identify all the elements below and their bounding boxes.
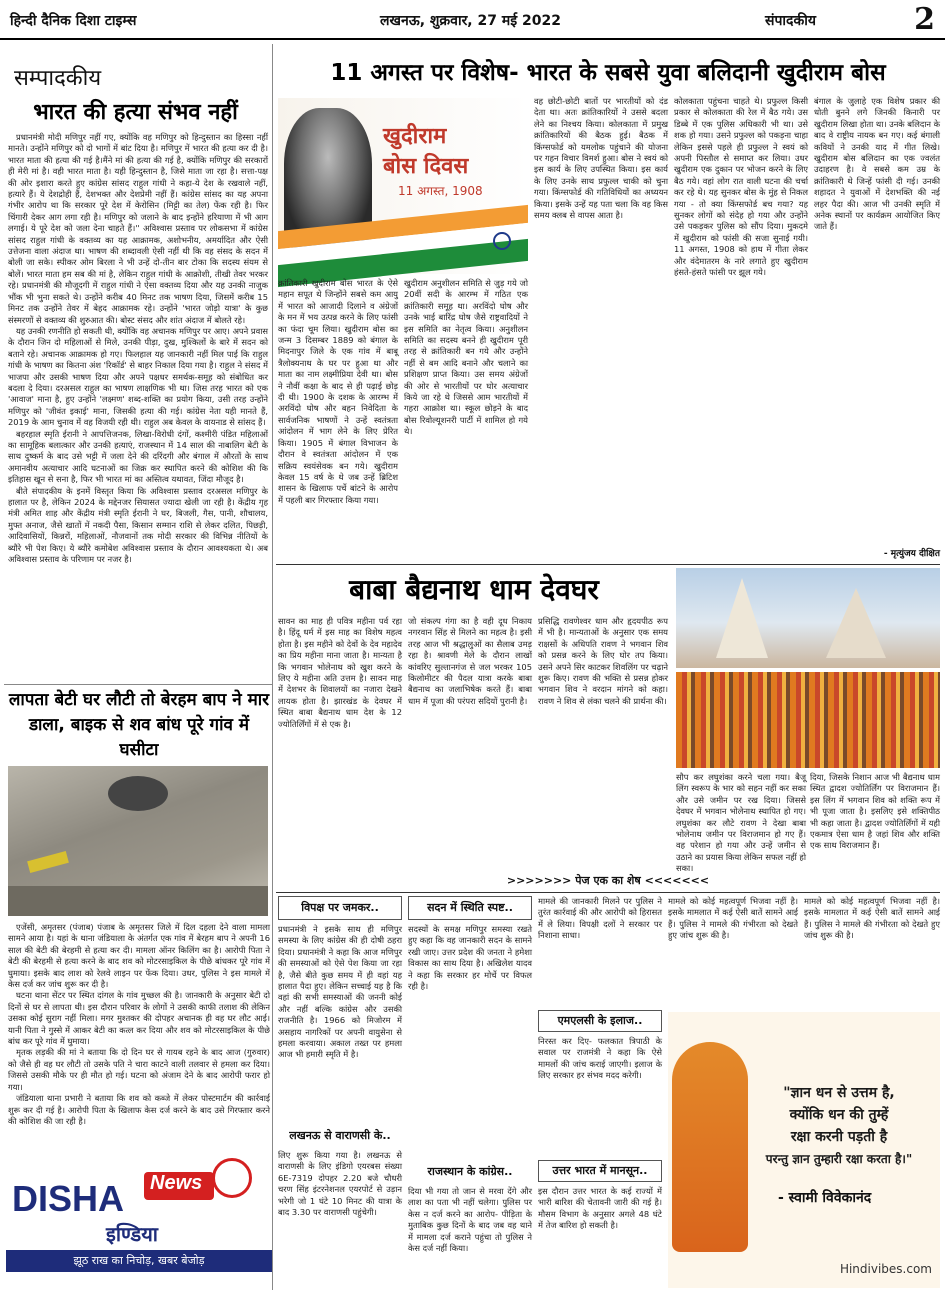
quote-line: "ज्ञान धन से उत्तम है,: [783, 1085, 895, 1101]
khudiram-byline: - मृत्युंजय दीक्षित: [883, 549, 940, 559]
baidyanath-col2: जो संकल्प गंगा का है वही दूध निकाय नगरवान सिंह से मिलने का महत्व है। इसी तरह आज भी श्रद्धालुओं का सैलाब उमड़ रहा है। श्रावणी मेले के दौरान लाखों कांवरिए सुल्तानगंज से जल भरकर 105 किलोमीटर की पैदल यात्रा करके बाबा बैद्यनाथ का जलाभिषेक करते हैं। बाबा धाम में पूजा की परंपरा सदियों पुरानी है।: [408, 616, 532, 706]
khudiram-col3: वह छोटी-छोटी बातों पर भारतीयों को दंड देता था। अतः क्रांतिकारियों ने उससे बदला लेने का निश्चय किया। कोलकाता में प्रमुख क्रांतिकारियों की बैठक हुई। बैठक में किंग्सफोर्ड को यमलोक पहुंचाने की योजना पर गहन विचार विमर्श हुआ। बोस ने स्वयं को इस कार्य के लिए उपस्थित किया। इस कार्य के लिए उनके साथ प्रफुल्ल चाकी को चुना गया। किंग्सफोर्ड की गतिविधियों का अध्ययन किया। इसके उन्हें यह पता चला कि वह किस समय क्लब से वापस आता है।: [534, 96, 668, 221]
divider: [276, 892, 940, 893]
baidyanath-col4: सौप कर लघुशंका करने चला गया। बैजू लिंग स्वरूप के भार को सहन नहीं कर सका और उसे जमीन पर रख दिया। जिससे देवघर में भगवान भोलेनाथ स्थापित हो गए। लघुशंका कर लौटे रावण ने देखा बाबा भोलेनाथ जमीन पर विराजमान हो गए हैं। वह परेशान हो गया और उन्हें जमीन से उठाने का प्रयास किया लेकिन सफल नहीं हो सका।: [676, 772, 806, 874]
khudiram-col5: बंगाल के जुलाहे एक विशेष प्रकार की धोती बुनने लगे जिनकी किनारी पर खुदीराम लिखा होता था। उनके बलिदान के बाद वे राष्ट्रीय नायक बन गए। कई बंगाली कवियों ने उनकी याद में गीत लिखे। खुदीराम बोस बलिदान का एक ज्वलंत उदाहरण है। वे सबसे कम उम्र के क्रांतिकारी थे जिन्हें फांसी दी गई। उनकी शहादत ने युवाओं में देशभक्ति की नई लहर पैदा की। आज भी उनकी स्मृति में अनेक स्थानों पर कार्यक्रम आयोजित किए जाते हैं।: [814, 96, 940, 232]
temple-spire: [716, 578, 768, 658]
temple-photo: [676, 568, 940, 668]
quote-line: रक्षा करनी पड़ती है: [790, 1129, 888, 1145]
lapata-para: मृतक लड़की की मां ने बताया कि दो दिन घर से गायब रहने के बाद आज (गुरुवार) को जैसे ही वह घर लौटी तो उसके पति ने चारा काटने वाली तलवार से हमला कर दिया। जिससे उसकी मौके पर ही मौत हो गई। घटना को अंजाम देने के बाद आरोपी फरार हो गया।: [8, 1047, 270, 1092]
lapata-body: [8, 922, 270, 1144]
globe-icon: [212, 1158, 252, 1198]
raj-heading: राजस्थान के कांग्रेस..: [427, 1165, 513, 1178]
logo-brand: DISHA: [12, 1178, 125, 1219]
quote-author: - स्वामी विवेकानंद: [778, 1190, 872, 1206]
ems-body: निरस्त कर दिए- फलकात त्रिपाठी के सवाल पर राजमंत्री ने कहा कि ऐसे मामलों की जांच कराई जाएगी। इलाज के लिए सरकार हर संभव मदद करेगी।: [538, 1036, 662, 1081]
editorial-para: बीते संपादकीय के इनमें विस्तृत किया कि अविश्वास प्रस्ताव दरअसल मणिपुर के हालात पर है, लेकिन 2024 के मद्देनजर सियासत ज्यादा खेली जा रही है। केंद्रीय गृह मंत्री अमित शाह और केंद्रीय मंत्री स्मृति ईरानी ने घर, बिजली, गैस, पानी, शौचालय, मुफ्त अनाज, जैसे खातों में नकदी पैसा, किसान सम्मान राशि से लेकर दलित, पिछड़ी, आदिवासियों, किन्नरों, महिलाओं, नौजवानों तक मोदी सरकार की विभिन्न नीतियों के ब्यौरे भी पेश किए। ये ब्यौरे कमोबेश अविश्वास प्रस्ताव के दौरान आवश्यकता थे। अब अविश्वास प्रस्ताव के परिणाम पर नजर है।: [8, 485, 268, 565]
section-name: संपादकीय: [765, 13, 816, 29]
masthead: [0, 0, 945, 40]
poster-line2: बोस दिवस: [383, 154, 469, 179]
khudiram-col2: खुदीराम अनुशीलन समिति से जुड़ गये जो 20वीं सदी के आरम्भ में गठित एक क्रांतिकारी समूह था। अरविंदो घोष और उनके भाई बारिंद्र घोष जैसे राष्ट्रवादियों ने इस समिति का नेतृत्व किया। अनुशीलन समिति का सदस्य बनने ही खुदीराम पूरी तरह से क्रांतिकारी बन गये और उन्होंने नहीं से बम आदि बनाने और चलाने का प्रशिक्षण प्राप्त किया। उस समय अंग्रेजों की ओर से भारतीयों पर घोर अत्याचार किये जा रहे थे जिससे आम भारतीयों में गहरा आक्रोश था। स्कूल छोड़ने के बाद बोस रिवोल्यूशनरी पार्टी में शामिल हो गये थे।: [404, 278, 528, 437]
quote-text: [740, 1082, 938, 1170]
quote-line: परन्तु ज्ञान तुम्हारी रक्षा करता है।": [765, 1152, 913, 1166]
logo-tagline: झूठ राख का निचोड़, खबर बेजोड़: [6, 1250, 272, 1272]
editorial-label: सम्पादकीय: [14, 66, 102, 91]
bike-shape: [108, 776, 168, 811]
vipaksh-heading: विपक्ष पर जमकर..: [278, 896, 402, 920]
page-number: 2: [914, 2, 935, 37]
editorial-title: भारत की हत्या संभव नहीं: [33, 100, 238, 125]
quote-line: क्योंकि धन की तुम्हें: [789, 1107, 889, 1123]
shesh-col4: मामले को कोई महत्वपूर्ण भिजवा नहीं है। इसके मामलात में कई ऐसी बातें सामने आई हैं। पुलिस ने मामले की गंभीरता को देखते हुए जांच शुरू की है।: [668, 896, 798, 941]
ems-heading: एमएलसी के इलाज..: [538, 1010, 662, 1032]
logo-region: इण्डिया: [106, 1222, 158, 1246]
poster-line1: खुदीराम: [383, 124, 447, 149]
editorial-para: यह उनकी रणनीति हो सकती थी, क्योंकि वह अचानक मणिपुर पर आए। अपने प्रवास के दौरान जिन दो महिलाओं से मिले, उनकी पीड़ा, दुख, मुश्किलों के बारे में सदन को बताने रहे। अचानक आक्रामक हो गए। फिलहाल यह जानकारी नहीं मिल पाई कि राहुल गांधी के भाषण का कितना अंश 'रिकॉर्ड' से बाहर निकाल दिया गया है। राहुल ने संसद में भाजपा और उसकी भाषण दिया और अपने पक्षधर समर्थक-समूह को संबोधित कर बदला दे दिया। दरअसल राहुल का भाषण लाक्षणिक भी था। जिस तरह भारत को एक 'आवाज' माना है, हुए उन्होंने 'लक्ष्मण' शब्द-शक्ति का प्रयोग किया, उसी तरह उन्होंने मणिपुर को 'जीवंत इकाई' माना, जिसकी हत्या की गई। कांग्रेस नेता यही मानते हैं, 2019 के आम चुनाव में वह विजयी रही थी। राहुल अब केवल के वायनाड से सांसद हैं।: [8, 325, 268, 428]
raj-body: दिया भी गया तो जान से मरवा देंगे और लाश का पता भी नहीं चलेगा। पुलिस पर केस न दर्ज करने का आरोप- पीड़िता के मुताबिक कुछ दिनों के बाद जब वह थाने में मामला दर्ज कराने पहुंचा तो पुलिस ने केस दर्ज नहीं किया।: [408, 1186, 532, 1254]
lapata-para: जंडियाला थाना प्रभारी ने बताया कि शव को कब्जे में लेकर पोस्टमार्टम की कार्रवाई शुरू कर दी गई है। आरोपी पिता के खिलाफ केस दर्ज करने के बाद उसे गिरफ्तार करने की कोशिश की जा रही है।: [8, 1093, 270, 1126]
vipaksh-body: प्रधानमंत्री ने इसके साथ ही मणिपुर समस्या के लिए कांग्रेस की ही दोषी ठहरा दिया। प्रधानमंत्री ने कहा कि आज मणिपुर की समस्याओं को ऐसे पेश किया जा रहा है, जैसे बीते कुछ समय में ही वहां यह हालात पैदा हुए। लेकिन सच्चाई यह है कि वहां की सभी समस्याओं की जननी कोई और नहीं बल्कि कांग्रेस और उसकी राजनीति है। 1966 को मिजोरम में असहाय नागरिकों पर अपनी वायुसेना से हमला करवाया। अकाल तख्त पर हमला आज भी हमारी स्मृति में है।: [278, 924, 402, 1060]
sadan-body: सदस्यों के समक्ष मणिपुर समस्या रखते हुए कहा कि वह जानकारी सदन के सामने रखी जाए। उत्तर प्रदेश की जनता ने हमेशा विकास का साथ दिया है। अखिलेश यादव ने कहा कि सरकार हर मोर्चे पर विफल रही है।: [408, 924, 532, 992]
shesh-col3: मामले की जानकारी मिलने पर पुलिस ने तुरंत कार्रवाई की और आरोपी को हिरासत में ले लिया। विपक्षी दलों ने सरकार पर निशाना साधा।: [538, 896, 662, 941]
poster-date: 11 अगस्त, 1908: [398, 184, 483, 198]
body-shape: [27, 851, 69, 873]
road-shape: [8, 886, 268, 916]
temple-spire: [826, 588, 886, 658]
lapata-headline: लापता बेटी घर लौटी तो बेरहम बाप ने मार डाला, बाइक से शव बांध पूरे गांव में घसीटा: [8, 690, 270, 760]
lapata-para: एजेंसी, अमृतसर (पंजाब) पंजाब के अमृतसर जिले में दिल दहला देने वाला मामला सामने आया है। यहां के थाना जंडियाला के अंतर्गत एक गांव में बेरहम बाप ने अपनी 16 साल की बेटी की बेरहमी से हत्या कर दी। मामला ऑनर किलिंग का है। आरोपी पिता ने बेटी की बेरहमी से हत्या करने के बाद शव को मोटरसाइकिल के पीछे बांधकर पूरे गांव में घुमाया। इसके बाद लाश को रेलवे लाइन पर फेंक दिया। उधर, पुलिस ने इस मामले में केस दर्ज कर जांच शुरू कर दी है।: [8, 922, 270, 990]
disha-logo: [6, 1150, 272, 1280]
khudiram-col4: कोलकाता पहुंचना चाहते थे। प्रफुल्ल किसी प्रकार से कोलकाता की रेल में बैठ गये। उस डिब्बे में एक पुलिस अधिकारी भी था। उसे शक हो गया। उसने प्रफुल्ल को पकड़ना चाहा लेकिन इससे पहले ही प्रफुल्ल ने स्वयं को अपनी पिस्तौल से समाप्त कर लिया। उधर खुदीराम एक दुकान पर भोजन करने के लिए बैठ गये। वहां लोग रात वाली घटना की चर्चा कर रहे थे। यह सुनकर बोस के मुंह से निकल गया - तो क्या किंग्सफोर्ड बच गया? यह सुनकर लोगों को संदेह हो गया और उन्होंने उसे पकड़कर पुलिस को सौंप दिया। मुकदमे में खुदीराम को फांसी की सजा सुनाई गयी। 11 अगस्त, 1908 को हाथ में गीता लेकर और वंदेमातरम के नारे लगाते हुए खुदीराम हंसते-हंसते फांसी पर झूल गये।: [674, 96, 808, 278]
logo-news: News: [144, 1172, 214, 1200]
chakra-icon: [493, 232, 511, 250]
baidyanath-col1: सावन का माह ही पवित्र महीना पर्व रहा है। हिंदू धर्म में इस माह का विशेष महत्व होता है। इस महीने को देवों के देव महादेव का प्रिय महीना माना जाता है। मान्यता है कि भगवान भोलेनाथ को खुश करने के लिए ये महीना अति उत्तम है। सावन माह में देशभर के शिवालयों का नजारा देखने लायक होता है। झारखंड के देवघर में स्थित बाबा बैद्यनाथ धाम देश के 12 ज्योतिर्लिंगों में से एक है।: [278, 616, 402, 729]
quote-site: Hindivibes.com: [839, 1262, 932, 1276]
editorial-body: [8, 132, 268, 672]
col-rule: [272, 44, 273, 1290]
editorial-para: बहरहाल स्मृति ईरानी ने आपत्तिजनक, लिखा-विरोधी दंगों, कश्मीरी पंडित महिलाओं का सामूहिक बलात्कार और उनकी हत्याएं, राजस्थान में 14 साल की नाबालिग बेटी के साथ दुष्कर्म के बाद उसे भट्टी में जला देने की दरिंदगी और बंगाल में औरतों के साथ अमानवीय अत्याचार आदि घटनाओं का जिक्र कर स्थापित करने की कोशिश की कि इतिहास खून से सना है, फिर भी भारत मां का अस्तित्व यथावत, जिंदा मौजूद है।: [8, 428, 268, 485]
baidyanath-col3: प्रसिद्धि रावणेश्वर धाम और हृदयपीठ रूप में भी है। मान्यताओं के अनुसार एक समय राक्षसों के अधिपति रावण ने भगवान शिव को प्रसन्न करने के लिए घोर तप किया। उसने अपने सिर काटकर शिवलिंग पर चढ़ाने शुरू किए। रावण की भक्ति से प्रसन्न होकर भगवान शिव ने वरदान मांगने को कहा। रावण ने शिव से लंका चलने की प्रार्थना की।: [538, 616, 668, 706]
khudiram-col1: क्रांतिकारी खुदीराम बोस भारत के ऐसे महान सपूत थे जिन्होंने सबसे कम आयु में भारत को आजादी दिलाने व अंग्रेजों के मन में भय उत्पन्न करने के लिए फांसी का फंदा चूम लिया। खुदीराम बोस का जन्म 3 दिसम्बर 1889 को बंगाल के मिदनापुर जिले के एक गांव में बाबू त्रैलोक्यनाथ के घर पर हुआ था और माता का नाम लक्ष्मीप्रिया देवी था। बोस ने नौवीं कक्षा के बाद से ही पढ़ाई छोड़ दी थी। 1900 के दशक के आरम्भ में अरविंदो घोष और बहन निवेदिता के सार्वजनिक भाषणों ने उन्हें स्वतंत्रता आंदोलन में भाग लेने के लिए प्रेरित किया। 1905 में बंगाल विभाजन के दौरान वे स्वतंत्रता आंदोलन में एक सक्रिय स्वयंसेवक बन गये। खुदीराम केवल 15 वर्ष के थे जब उन्हें ब्रिटिश शासन के खिलाफ पर्चे बांटने के आरोप में पहली बार गिरफ्तार किया गया।: [278, 278, 398, 505]
paper-name: हिन्दी दैनिक दिशा टाइम्स: [10, 13, 137, 29]
vivekananda-figure: [672, 1042, 748, 1252]
editorial-para: प्रधानमंत्री मोदी मणिपुर नहीं गए, क्योंकि वह मणिपुर को हिन्दुस्तान का हिस्सा नहीं मानते। उन्होंने मणिपुर को दो भागों में बांट दिया है। मणिपुर में भारत की हत्या कर दी है।भारत माता की हत्या की गई है।मैंने मां की हत्या की गई है, क्योंकि मणिपुर की सरकारों ही मेरी मां है। वही भारत माता है। यही हिन्दुस्तान है, जिसे माता जा रहा है। सत्ता-पक्ष की ओर इशारा करते हुए कांग्रेस सांसद राहुल गांधी ने कहा-ये देश के रखवाले नहीं, हत्यारे हैं। ये देशद्रोही हैं, देशभक्त और देशप्रेमी नहीं हैं। कांग्रेस सांसद का यह अपना गंभीर आरोप था कि सरकार पूरे देश में केरोसिन (मिट्टी का तेल) फेंक रही है। फिर चिंगारी देकर आग लगा रही है। मणिपुर को जलाने के बाद इन्होंने हरियाणा में भी आग लगाई। ये पूरे देश को जला देना चाहते हैं।'' अविश्वास प्रस्ताव पर लोकसभा में कांग्रेस सांसद राहुल गांधी के वक्तव्य का यह आक्रामक, अशोभनीय, अमर्यादित और ऐसी उत्तेजना वाला अंदाज था। भाषण की शब्दावली ऐसी नहीं थी कि वह संसद के सदन में बोली जा सके। स्पीकर ओम बिरला ने भी उन्हें दो-तीन बार टोका कि सदस्य संयम से बोलें। भारत माता हम सब की मां है, लेकिन राहुल गांधी के आक्रोशी, तीखी तेवर भरकर रहे। प्रधानमंत्री की मौजूदगी में राहुल गांधी ने ऐसा वक्तव्य दिया और यह उनकी नाजुक भौंक भी भुना सकते थे। उन्होंने करीब 40 मिनट तक भाषण दिया, जिसमें करीब 15 मिनट तक उन्होंने तेवर में बेहद आक्रामक रहे। उन्होंने 'भारत जोड़ो यात्रा' के कुछ संस्मरणों से वक्तव्य की शुरुआत की। बोस्ट संसद और शांत अंदाज में बोलते रहे।: [8, 132, 268, 325]
divider: [4, 684, 272, 685]
mansoon-heading: उत्तर भारत में मानसून..: [538, 1160, 662, 1182]
dateline: लखनऊ, शुक्रवार, 27 मई 2022: [380, 13, 561, 29]
baidyanath-headline: बाबा बैद्यनाथ धाम देवघर: [349, 573, 599, 606]
lapata-para: घटना थाना सेंटर पर स्थित दांगल के गांव मुच्छल की है। जानकारी के अनुसार बेटी दो दिनों से घर से लापता थी। इस दौरान परिवार के लोगों ने उसकी काफी तलाश की लेकिन उसका कोई सुराग नहीं मिला। मगर मुश्तकर की दोपहर अचानक ही वह घर लौट आई। यानी पिता ने गुस्से में आकर बेटी का कत्ल कर दिया और शव को मोटरसाइकिल के पीछे बांध कर पूरे गांव में घुमाया।: [8, 990, 270, 1047]
divider: [276, 564, 940, 565]
sadan-heading: सदन में स्थिति स्पष्ट..: [408, 896, 532, 920]
khudiram-poster: [278, 98, 528, 274]
shesh-col5: मामले को कोई महत्वपूर्ण भिजवा नहीं है। इसके मामलात में कई ऐसी बातें सामने आई हैं। पुलिस ने मामले की गंभीरता को देखते हुए जांच शुरू की है।: [804, 896, 940, 941]
mansoon-body: इस दौरान उत्तर भारत के कई राज्यों में भारी बारिश की चेतावनी जारी की गई है। मौसम विभाग के अनुसार अगले 48 घंटे में तेज बारिश हो सकती है।: [538, 1186, 662, 1231]
khudiram-headline: 11 अगस्त पर विशेष- भारत के सबसे युवा बलिदानी खुदीराम बोस: [330, 60, 886, 86]
quote-box: [668, 1012, 940, 1288]
lapata-photo: [8, 766, 268, 916]
lakhnau-body: लिए शुरू किया गया है। लखनऊ से वाराणसी के लिए इंडिगो एयरबस संख्या 6E-7319 दोपहर 2.20 बजे चौधरी चरण सिंह इंटरनेशनल एयरपोर्ट से उड़ान भरेगी जो 1 घंटे 10 मिनट की यात्रा के बाद 3.30 पर वाराणसी पहुंचेगी।: [278, 1150, 402, 1218]
lakhnau-heading: लखनऊ से वाराणसी के..: [289, 1129, 391, 1142]
shesh-banner: >>>>>>> पेज एक का शेष <<<<<<<: [506, 874, 710, 887]
baidyanath-col5: दिया, जिसके निशान आज भी बैद्यनाथ धाम स्थित द्वादश ज्योतिर्लिंग पर विराजमान हैं। इस लिंग में भगवान शिव को शक्ति रूप में भी पूजा जाता है। इसलिए इसे शक्तिपीठ भी कहा जाता है। द्वादश ज्योतिर्लिंगों में यही एकमात्र ऐसा धाम है जहां शिव और शक्ति एक साथ विराजमान हैं।: [810, 772, 940, 851]
crowd-photo: [676, 672, 940, 768]
